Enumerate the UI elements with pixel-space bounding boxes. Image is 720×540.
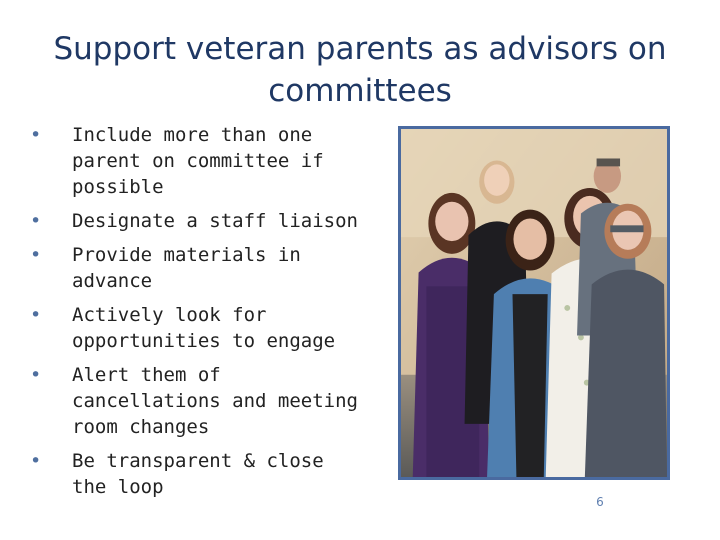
bullet-icon: • (30, 210, 42, 232)
bullet-icon: • (30, 124, 42, 146)
bullet-icon: • (30, 244, 42, 266)
bullet-item (30, 122, 360, 200)
bullet-item (30, 242, 360, 294)
bullet-text: Alert them of cancellations and meeting room changes (72, 364, 358, 438)
bullet-item (30, 208, 360, 234)
bullet-text: Actively look for opportunities to engage (72, 304, 336, 352)
slide-title: Support veteran parents as advisors on committees (53, 31, 667, 109)
bullet-text: Designate a staff liaison (72, 210, 358, 232)
group-photo-icon (401, 129, 667, 477)
bullet-icon: • (30, 364, 42, 386)
bullet-text: Provide materials in advance (72, 244, 301, 292)
slide-number: 6 (596, 495, 604, 509)
bullet-icon: • (30, 304, 42, 326)
bullet-item (30, 448, 360, 500)
bullet-text: Be transparent & close the loop (72, 450, 324, 498)
bullet-item (30, 362, 360, 440)
bullet-list (30, 122, 360, 508)
group-photo (398, 126, 670, 480)
bullet-icon: • (30, 450, 42, 472)
bullet-item (30, 302, 360, 354)
bullet-text: Include more than one parent on committee if possible (72, 124, 324, 198)
